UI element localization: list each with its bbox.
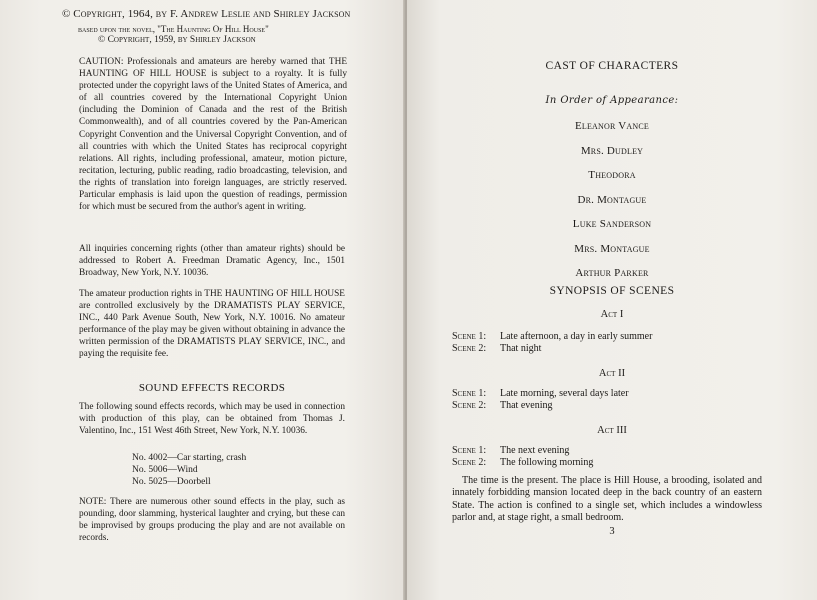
- scene-row: [452, 343, 652, 355]
- cast-member: Luke Sanderson: [572, 218, 652, 230]
- inquiries-paragraph: All inquiries concerning rights (other than amateur rights) should be addressed to Robert A. Freedman Dramatic Agency, Inc., 1501 Broadway, New York, N.Y. 10036.: [79, 244, 345, 279]
- act-scenes: [452, 331, 652, 355]
- copyright-line-3: © Copyright, 1959, by Shirley Jackson: [98, 35, 256, 45]
- act-scenes: [452, 445, 593, 469]
- copyright-line-1: © Copyright, 1964, by F. Andrew Leslie and Shirley Jackson: [62, 8, 351, 20]
- scene-row: [452, 457, 593, 469]
- caution-paragraph: CAUTION: Professionals and amateurs are hereby warned that THE HAUNTING OF HILL HOUSE is subject to a royalty. It is fully protected under the copyright laws of the United States of America, and of all countries covered by the International Copyright Union (including the Dominion of Canada and the rest of the British Commonwealth), and of all countries covered by the Pan-American Copyright Convention and the Universal Copyright Convention, and of all countries with which the United States has reciprocal copyright relations. All rights, including professional, amateur, motion picture, recitation, lecturing, public reading, radio broadcasting, television, and the rights of translation into foreign languages, are strictly reserved. Particular emphasis is laid upon the question of readings, permission for which must be secured from the author's agent in writing.: [79, 57, 347, 213]
- sound-effects-paragraph: The following sound effects records, which may be used in connection with production of this play, can be obtained from Thomas J. Valentino, Inc., 151 West 46th Street, New York, N.Y. 10036.: [79, 402, 345, 437]
- note-paragraph: NOTE: There are numerous other sound effects in the play, such as pounding, door slamming, hysterical laughter and crying, but these can be improvised by groups producing the play and are not available on records.: [79, 497, 345, 544]
- order-subheading: In Order of Appearance:: [545, 95, 679, 106]
- scene-row: [452, 445, 593, 457]
- scene-label: Scene 1:: [452, 445, 487, 456]
- scene-row: [452, 388, 629, 400]
- cast-member: Dr. Montague: [577, 193, 647, 206]
- scene-text: Late afternoon, a day in early summer: [500, 331, 653, 342]
- act-title: Act III: [597, 425, 627, 436]
- scene-text: That night: [500, 343, 542, 355]
- cast-member: Eleanor Vance: [574, 120, 650, 132]
- cast-member: Mrs. Dudley: [580, 144, 644, 157]
- synopsis-heading: SYNOPSIS OF SCENES: [549, 285, 675, 297]
- scene-text: The following morning: [500, 457, 594, 469]
- amateur-rights-paragraph: The amateur production rights in THE HAUNTING OF HILL HOUSE are controlled exclusively by the DRAMATISTS PLAY SERVICE, INC., 440 Park Avenue South, New York, N.Y. 10016. No amateur performance of the play may be given without obtaining in advance the written permission of the DRAMATISTS PLAY SERVICE, INC., and paying the requisite fee.: [79, 289, 345, 360]
- scene-row: [452, 400, 629, 412]
- scene-label: Scene 2:: [452, 400, 487, 412]
- record-item: No. 5006—Wind: [132, 465, 198, 476]
- act-title: Act II: [598, 368, 626, 379]
- act-title: Act I: [600, 309, 624, 320]
- scene-label: Scene 1:: [452, 331, 487, 342]
- scene-label: Scene 2:: [452, 343, 487, 355]
- records-list: [132, 452, 246, 489]
- scene-label: Scene 2:: [452, 457, 487, 469]
- scene-text: The next evening: [500, 445, 570, 456]
- setting-paragraph: The time is the present. The place is Hill House, a brooding, isolated and innately forbidding mansion located deep in the back country of an eastern State. The action is confined to a single set, which includes a windowless parlor and, at stage right, a small bedroom.: [452, 475, 762, 523]
- sound-effects-heading: SOUND EFFECTS RECORDS: [138, 382, 286, 394]
- cast-member: Theodora: [588, 169, 636, 181]
- record-item: No. 4002—Car starting, crash: [132, 453, 247, 463]
- act-scenes: [452, 388, 629, 412]
- cast-member: Mrs. Montague: [574, 242, 650, 255]
- cast-heading: CAST OF CHARACTERS: [545, 60, 679, 72]
- cast-member: Arthur Parker: [575, 267, 649, 279]
- cast-list: [407, 118, 817, 290]
- copyright-line-2: based upon the novel, "The Haunting Of Hill House": [78, 24, 269, 34]
- record-item: No. 5025—Doorbell: [132, 477, 211, 488]
- scene-row: [452, 331, 652, 343]
- scene-label: Scene 1:: [452, 388, 487, 399]
- scene-text: That evening: [500, 400, 553, 412]
- left-page: [0, 0, 405, 600]
- scene-text: Late morning, several days later: [500, 388, 629, 399]
- right-page: [407, 0, 817, 600]
- page-number: 3: [609, 526, 615, 537]
